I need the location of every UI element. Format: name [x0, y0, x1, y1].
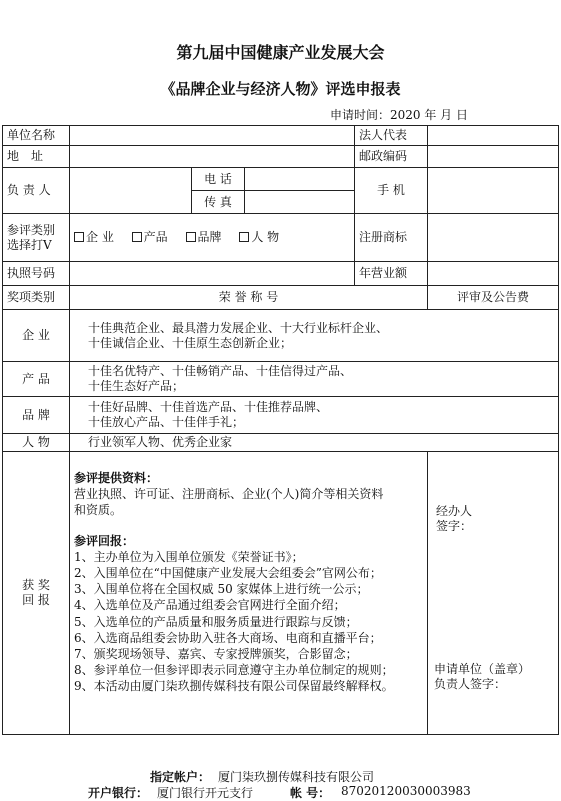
address-field[interactable]: [70, 146, 355, 168]
return-item: 3、入围单位将在全国权威 50 家媒体上进行统一公示；: [74, 582, 369, 597]
category-option-product[interactable]: 产品: [132, 230, 168, 245]
unit-name-field[interactable]: [70, 126, 355, 146]
label-annual-revenue: 年营业额: [355, 262, 428, 286]
materials-line: 营业执照、许可证、注册商标、企业(个人)简介等相关资料: [74, 487, 384, 502]
award-enterprise-titles: [70, 310, 559, 362]
checkbox-icon: [132, 232, 142, 242]
label-award-type: 奖项类别: [3, 286, 70, 310]
award-line: 十佳典范企业、最具潜力发展企业、十大行业标杆企业、: [88, 320, 389, 335]
return-item: 9、本活动由厦门柒玖捌传媒科技有限公司保留最终解释权。: [74, 679, 394, 694]
account-value: 厦门柒玖捌传媒科技有限公司: [218, 770, 375, 784]
return-title: 参评回报：: [74, 533, 135, 548]
category-option-enterprise[interactable]: 企 业: [74, 230, 114, 245]
account-label: 指定帐户：: [150, 770, 211, 784]
label-review-fee: 评审及公告费: [428, 286, 559, 310]
signature-area[interactable]: [428, 452, 559, 735]
label-unit-name: 单位名称: [3, 126, 70, 146]
award-type-brand: 品 牌: [3, 397, 70, 434]
mobile-field[interactable]: [428, 168, 559, 214]
award-type-product: 产 品: [3, 362, 70, 397]
award-person-titles: 行业领军人物、优秀企业家: [70, 434, 559, 452]
return-item: 6、入选商品组委会协助入驻各大商场、电商和直播平台；: [74, 630, 382, 645]
return-item: 7、颁奖现场领导、嘉宾、专家授牌颁奖，合影留念；: [74, 647, 358, 662]
return-item: 1、主办单位为入围单位颁发《荣誉证书》；: [74, 549, 304, 564]
responsible-field[interactable]: [70, 168, 192, 214]
label-license-no: 执照号码: [3, 262, 70, 286]
acct-no-value: 87020120030003983: [341, 784, 471, 798]
applicant-label: 申请单位（盖章）: [434, 662, 531, 676]
license-no-field[interactable]: [70, 262, 355, 286]
award-line: 十佳生态好产品；: [88, 379, 185, 393]
application-form: [2, 125, 559, 735]
materials-line: 和资质。: [74, 503, 123, 518]
label-postcode: 邮政编码: [355, 146, 428, 168]
materials-title: 参评提供资料：: [74, 471, 159, 485]
bank-label: 开户银行：: [88, 786, 149, 800]
category-option-brand[interactable]: 品牌: [186, 230, 222, 245]
phone-field[interactable]: [245, 168, 355, 191]
checkbox-icon: [239, 232, 249, 242]
checkbox-icon: [186, 232, 196, 242]
return-item: 4、入选单位及产品通过组委会官网进行全面介绍；: [74, 598, 346, 613]
award-type-person: 人 物: [3, 434, 70, 452]
award-line: 十佳名优特产、十佳畅销产品、十佳信得过产品、: [88, 364, 353, 378]
bank-value: 厦门银行开元支行: [157, 786, 254, 800]
label-result: [3, 452, 70, 735]
award-line: 十佳放心产品、十佳伴手礼；: [88, 415, 245, 429]
label-legal-rep: 法人代表: [355, 126, 428, 146]
label-address: 地 址: [3, 146, 70, 168]
award-type-enterprise: 企 业: [3, 310, 70, 362]
label-category: [3, 214, 70, 262]
award-brand-titles: [70, 397, 559, 434]
apply-time: 申请时间：2020 年 月 日: [330, 108, 468, 122]
return-item: 2、入围单位在“中国健康产业发展大会组委会”官网公布；: [74, 566, 382, 581]
category-options: [70, 214, 355, 262]
label-result-line2: 回 报: [22, 593, 50, 607]
label-fax: 传 真: [192, 191, 245, 214]
label-phone: 电 话: [192, 168, 245, 191]
return-item: 5、入选单位的产品质量和服务质量进行跟踪与反馈；: [74, 614, 358, 629]
label-result-line1: 获 奖: [22, 578, 50, 592]
checkbox-icon: [74, 232, 84, 242]
award-line: 十佳好品牌、十佳首选产品、十佳推荐品牌、: [88, 400, 329, 414]
page-subtitle: 《品牌企业与经济人物》评选申报表: [160, 80, 401, 98]
result-content: [70, 452, 428, 735]
postcode-field[interactable]: [428, 146, 559, 168]
label-reg-trademark: 注册商标: [355, 214, 428, 262]
award-product-titles: [70, 362, 559, 397]
acct-no-label: 帐 号：: [290, 786, 331, 800]
handler-signature: [436, 504, 472, 534]
award-line: 十佳诚信企业、十佳原生态创新企业；: [88, 335, 293, 350]
fax-field[interactable]: [245, 191, 355, 214]
handler-sign-label: 签字：: [436, 519, 473, 533]
legal-rep-field[interactable]: [428, 126, 559, 146]
return-item: 8、参评单位一但参评即表示同意遵守主办单位制定的规则；: [74, 663, 394, 678]
applicant-sign-label: 负责人签字：: [434, 677, 507, 691]
label-category-line1: 参评类别: [7, 222, 56, 237]
label-honor-title: 荣 誉 称 号: [70, 286, 428, 310]
category-option-person[interactable]: 人 物: [239, 230, 279, 245]
annual-revenue-field[interactable]: [428, 262, 559, 286]
page-title: 第九届中国健康产业发展大会: [176, 43, 385, 62]
label-mobile: 手 机: [355, 168, 428, 214]
reg-trademark-field[interactable]: [428, 214, 559, 262]
applicant-signature: [434, 662, 530, 692]
handler-label: 经办人: [436, 504, 473, 518]
label-responsible: 负 责 人: [3, 168, 70, 214]
label-category-line2: 选择打V: [7, 237, 52, 252]
